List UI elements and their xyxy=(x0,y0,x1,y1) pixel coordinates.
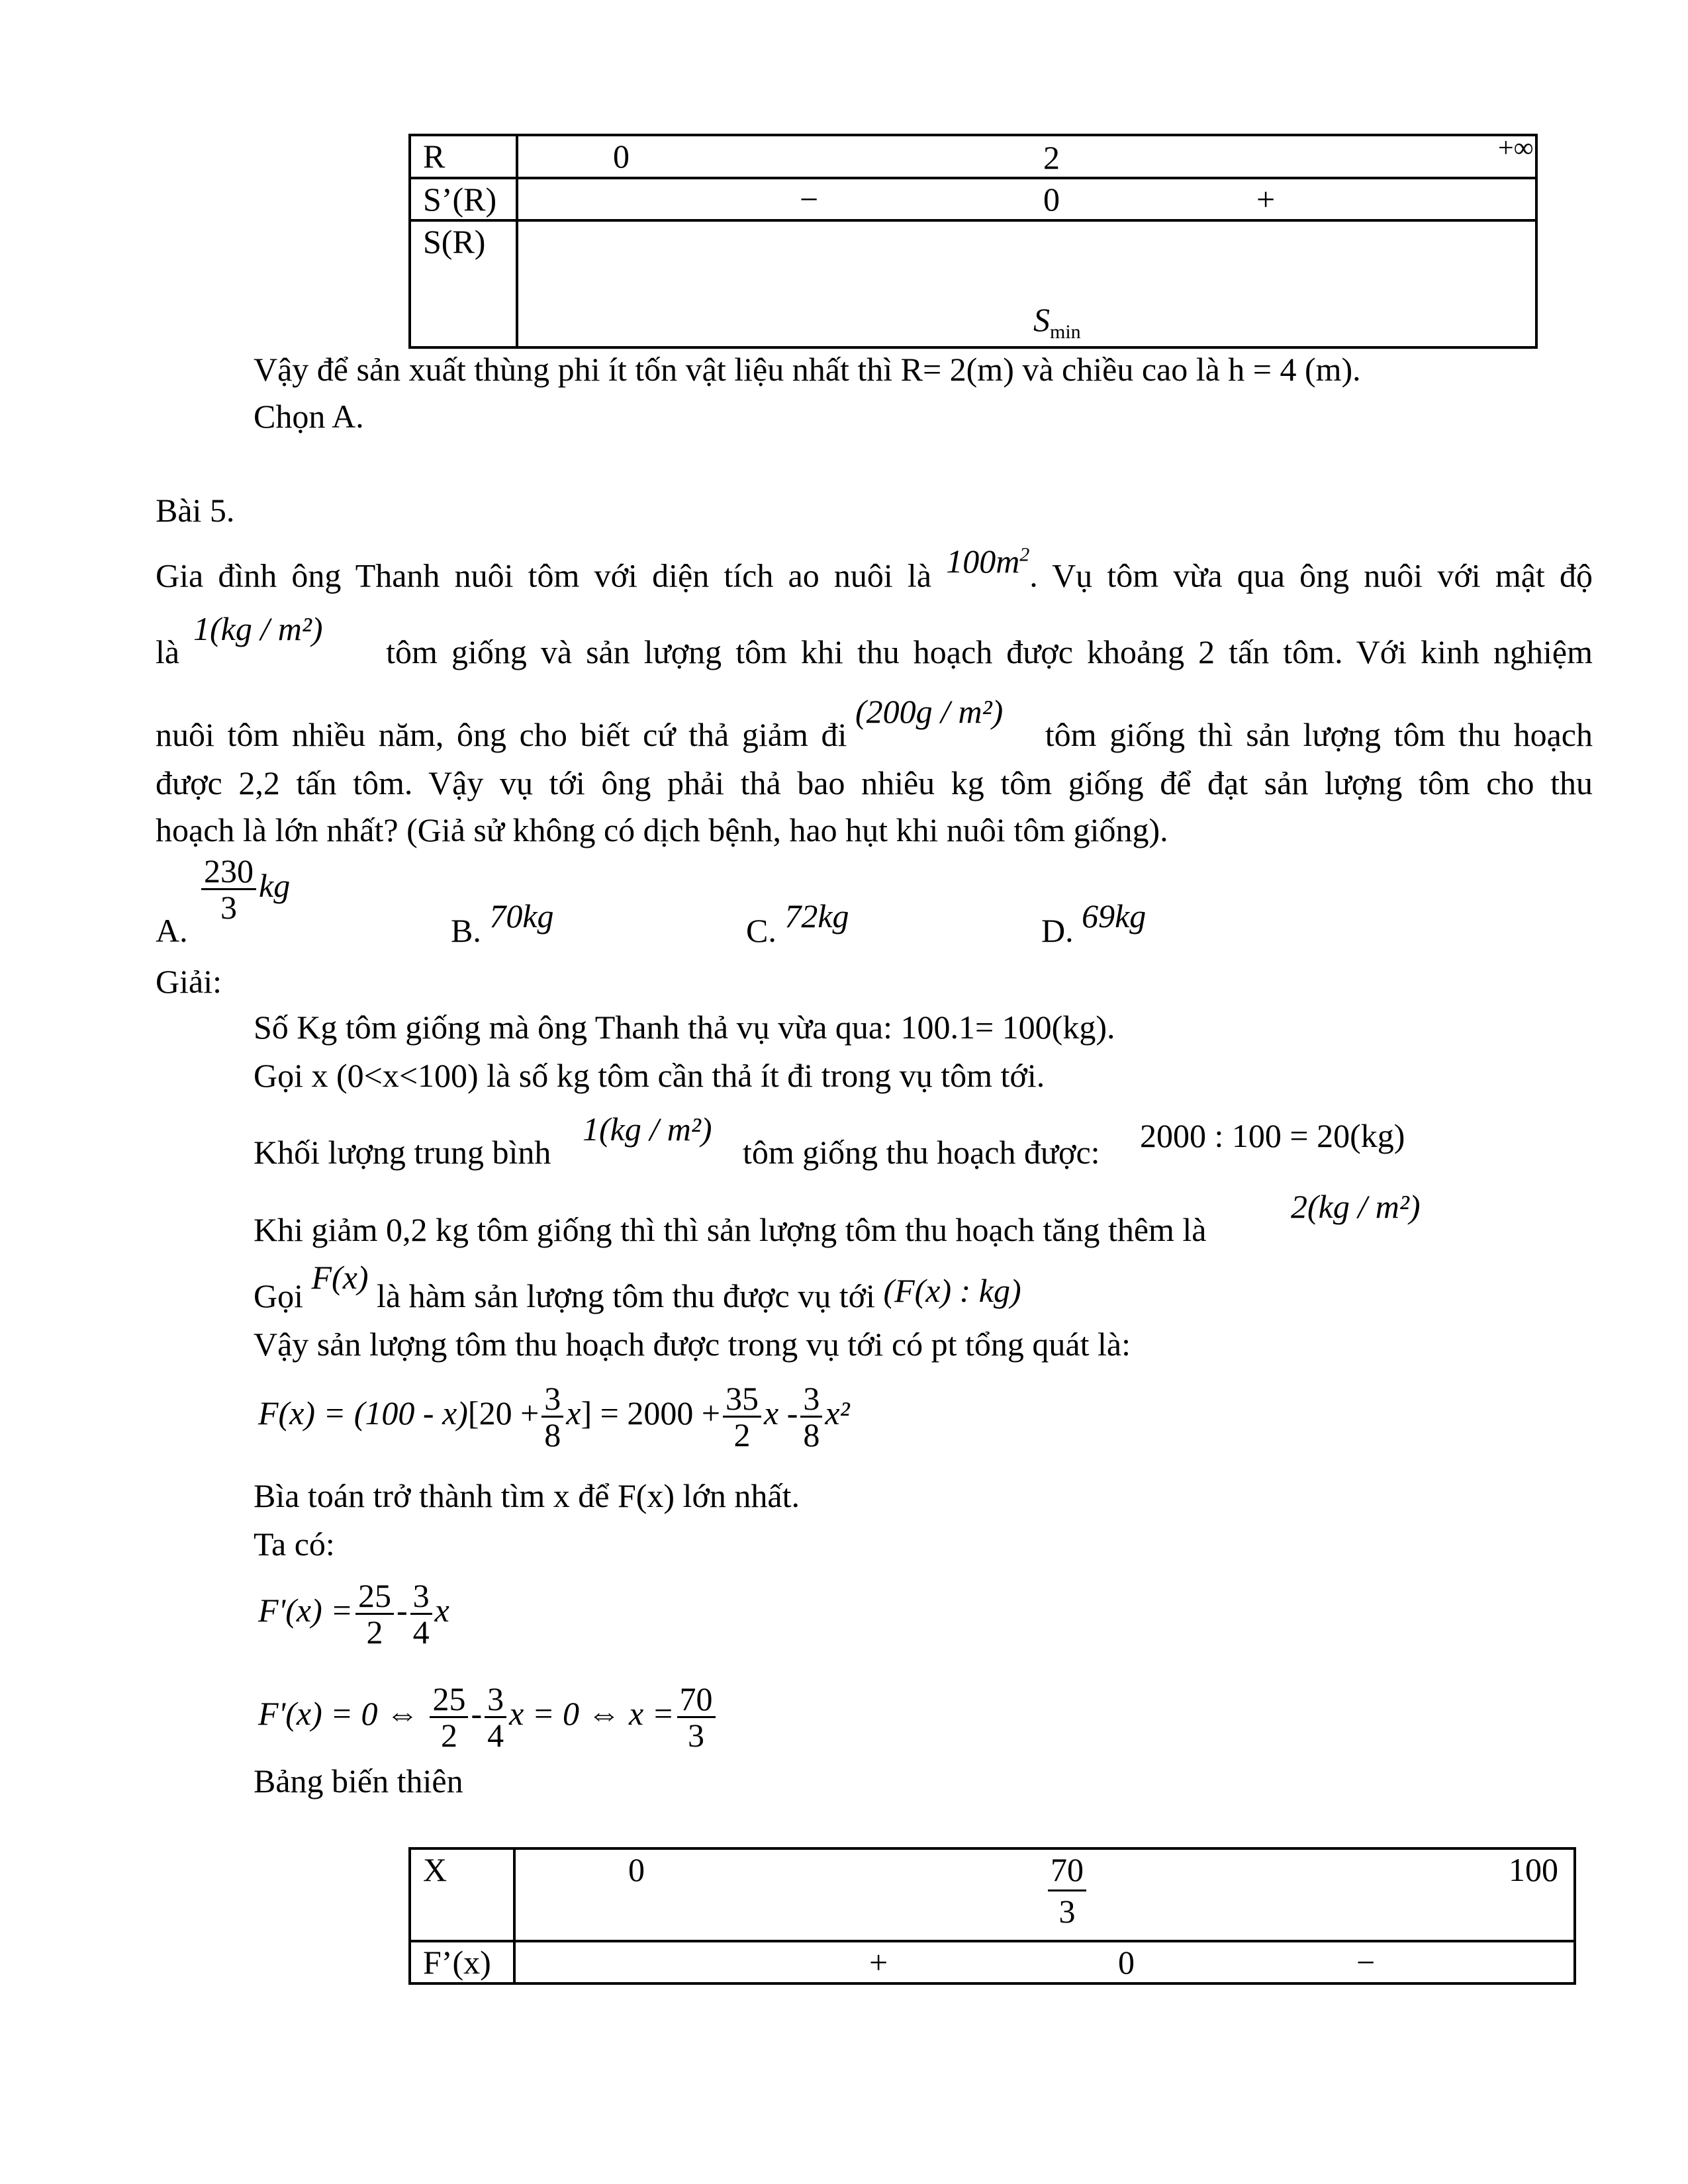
denominator: 4 xyxy=(487,1717,504,1754)
solution-line: tôm giống thu hoạch được: xyxy=(743,1134,1100,1171)
numerator: 3 xyxy=(485,1682,506,1718)
numerator: 3 xyxy=(410,1578,432,1615)
formula-part: F'(x) = xyxy=(258,1592,353,1629)
zero: 0 xyxy=(1043,181,1060,218)
solution-line: Bảng biến thiên xyxy=(254,1762,463,1799)
denominator: 3 xyxy=(1058,1893,1076,1930)
solution-line: Khối lượng trung bình xyxy=(254,1134,551,1171)
text: . Vụ tôm vừa qua ông nuôi với mật độ xyxy=(1029,557,1593,594)
numerator: 25 xyxy=(355,1578,394,1615)
formula-part: - xyxy=(396,1592,408,1629)
answer-line: Chọn A. xyxy=(254,398,364,435)
fraction xyxy=(485,1682,506,1752)
problem-line xyxy=(156,715,1593,754)
numerator: 3 xyxy=(541,1381,563,1418)
fx-formula: F(x) = (100 - x)[20 + $\frac{3}{8}$ x] = 2000 + $\frac{35}{2}$ x - $\frac{3}{8}$ x² xyxy=(258,1380,850,1454)
formula-part: x xyxy=(566,1394,581,1432)
solution-line: Bìa toán trở thành tìm x để F(x) lớn nhất. xyxy=(254,1477,800,1514)
area-math xyxy=(946,543,1029,580)
solution-line: Gọi x (0<x<100) là số kg tôm cần thả ít đi trong vụ tôm tới. xyxy=(254,1057,1045,1094)
division-math: 2000 : 100 = 20(kg) xyxy=(1140,1117,1405,1154)
s-symbol: S xyxy=(1033,301,1050,338)
density-math: 1(kg / m²) xyxy=(193,610,323,647)
sign: − xyxy=(800,181,819,218)
problem-line: được 2,2 tấn tôm. Vậy vụ tới ông phải thả bao nhiêu kg tôm giống để đạt sản lượng tôm cho thu xyxy=(156,764,1593,801)
option-value: 69kg xyxy=(1082,897,1147,934)
text: tôm giống thì sản lượng tôm thu hoạch xyxy=(1045,716,1593,753)
option-value: 72kg xyxy=(784,897,849,934)
formula-part: 20 + xyxy=(479,1394,539,1432)
critical-point-formula xyxy=(258,1677,718,1752)
formula-part: x xyxy=(434,1592,449,1629)
option-letter: A. xyxy=(156,912,188,949)
reduce-math: (200g / m²) xyxy=(855,693,1004,730)
formula-part: F(x) = (100 - x) xyxy=(258,1394,468,1432)
conclusion-line: Vậy để sản xuất thùng phi ít tốn vật liệu nhất thì R= 2(m) và chiều cao là h = 4 (m). xyxy=(254,351,1361,388)
min-subscript: min xyxy=(1050,321,1081,343)
x-value: 0 xyxy=(628,1851,645,1888)
numerator: 70 xyxy=(1048,1850,1086,1891)
row-label-f-prime: F’(x) xyxy=(410,1941,514,1983)
solution-line: Ta có: xyxy=(254,1525,335,1563)
option-letter: D. xyxy=(1041,912,1074,949)
unit: kg xyxy=(259,866,291,904)
derivative-formula xyxy=(258,1574,449,1649)
s-min xyxy=(1033,300,1081,352)
text: Gia đình ông Thanh nuôi tôm với diện tích ao nuôi là xyxy=(156,557,932,594)
r-value: +∞ xyxy=(1498,133,1534,163)
x-critical xyxy=(1048,1850,1086,1931)
variation-table-s xyxy=(408,134,1538,349)
option-letter: C. xyxy=(746,912,776,949)
formula-part: x² xyxy=(825,1394,850,1432)
row-label-r: R xyxy=(410,135,517,178)
fraction xyxy=(201,854,256,925)
problem-line: hoạch là lớn nhất? (Giả sử không có dịch bệnh, hao hụt khi nuôi tôm giống). xyxy=(156,811,1168,848)
text: là xyxy=(156,633,180,670)
text: tôm giống và sản lượng tôm khi thu hoạch được khoảng 2 tấn tôm. Với kinh nghiệm xyxy=(386,633,1593,670)
fraction xyxy=(1045,1850,1089,1931)
fraction xyxy=(677,1682,716,1752)
numerator: 70 xyxy=(677,1682,716,1718)
fraction xyxy=(541,1381,563,1452)
denominator: 2 xyxy=(440,1717,457,1754)
r-value: 2 xyxy=(1043,139,1060,176)
row-label-s-prime: S’(R) xyxy=(410,178,517,220)
unit-math: (F(x) : kg) xyxy=(883,1272,1021,1309)
row-label-s: S(R) xyxy=(410,220,517,347)
solution-line: Vậy sản lượng tôm thu hoạch được trong vụ tới có pt tổng quát là: xyxy=(254,1326,1131,1363)
increase-math: 2(kg / m²) xyxy=(1291,1188,1421,1225)
fraction xyxy=(723,1381,761,1452)
numerator: 3 xyxy=(800,1381,822,1418)
denominator: 3 xyxy=(220,889,237,926)
problem-line xyxy=(156,632,1593,672)
fraction xyxy=(430,1682,468,1752)
solution-line: Số Kg tôm giống mà ông Thanh thả vụ vừa qua: 100.1= 100(kg). xyxy=(254,1009,1115,1046)
fraction xyxy=(800,1381,822,1452)
denominator: 8 xyxy=(544,1416,561,1454)
text: Gọi xyxy=(254,1277,303,1314)
option-a-value xyxy=(199,854,290,925)
option-c xyxy=(746,897,849,950)
numerator: 25 xyxy=(430,1682,468,1718)
formula-part: x - xyxy=(764,1394,798,1432)
text: nuôi tôm nhiều năm, ông cho biết cứ thả giảm đi xyxy=(156,716,847,753)
denominator: 3 xyxy=(688,1717,704,1754)
sign: − xyxy=(1356,1944,1376,1981)
text: là hàm sản lượng tôm thu được vụ tới xyxy=(377,1277,875,1314)
exponent: 2 xyxy=(1019,543,1030,565)
formula-part: F'(x) = 0 ⇔ xyxy=(258,1695,419,1732)
fx-math: F(x) xyxy=(311,1259,369,1296)
sign: + xyxy=(1256,181,1276,218)
problem-title: Bài 5. xyxy=(156,492,235,529)
row-label-x: X xyxy=(410,1848,514,1941)
solution-title: Giải: xyxy=(156,963,222,1000)
formula-part: x = 0 ⇔ x = xyxy=(509,1695,675,1732)
numerator: 230 xyxy=(201,854,256,890)
option-a xyxy=(156,911,188,950)
denominator: 8 xyxy=(803,1416,820,1454)
denominator: 4 xyxy=(412,1614,430,1651)
r-value: 0 xyxy=(613,138,630,175)
numerator: 35 xyxy=(723,1381,761,1418)
problem-line xyxy=(156,542,1593,596)
solution-line: Khi giảm 0,2 kg tôm giống thì thì sản lượng tôm thu hoạch tăng thêm là xyxy=(254,1211,1207,1248)
zero: 0 xyxy=(1118,1944,1135,1981)
option-d xyxy=(1041,897,1147,950)
sign: + xyxy=(869,1944,888,1981)
option-b xyxy=(451,897,554,950)
option-letter: B. xyxy=(451,912,481,949)
option-value: 70kg xyxy=(489,897,554,934)
formula-part: - xyxy=(471,1695,483,1732)
density-math: 1(kg / m²) xyxy=(583,1111,712,1148)
area: 100m xyxy=(946,542,1020,580)
denominator: 2 xyxy=(366,1614,383,1651)
denominator: 2 xyxy=(733,1416,751,1454)
formula-part: = 2000 + xyxy=(600,1394,721,1432)
x-value: 100 xyxy=(1509,1851,1558,1888)
variation-table-f xyxy=(408,1847,1576,1985)
solution-line xyxy=(254,1259,1021,1316)
fraction xyxy=(410,1578,432,1649)
fraction xyxy=(355,1578,394,1649)
